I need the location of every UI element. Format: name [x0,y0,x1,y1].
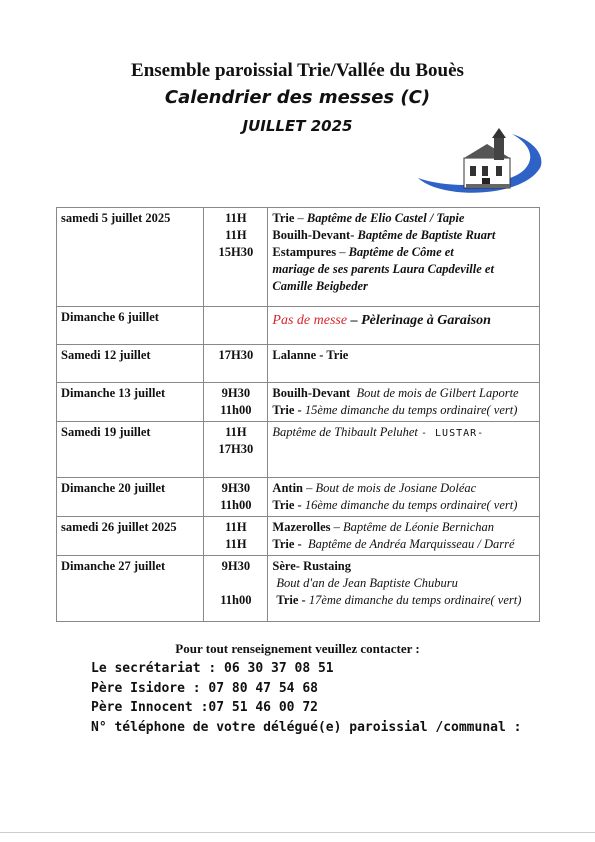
description-line [272,244,535,261]
time-cell [204,478,268,517]
page-bottom-divider [0,832,595,833]
event-detail: Baptême de Léonie Bernichan [343,520,494,534]
contact-pere-innocent: Père Innocent :07 51 46 00 72 [91,700,318,715]
description-cell [268,556,540,622]
contact-delegate: N° téléphone de votre délégué(e) paroissial /communal : [91,719,522,735]
event-detail: Baptême de Côme et [348,245,454,259]
time-value: 17H30 [218,348,254,362]
time-cell [204,345,268,383]
description-line [272,480,535,497]
mass-calendar-table [56,207,540,622]
event-detail: 15ème dimanche du temps ordinaire( vert) [304,403,518,417]
place-name: Mazerolles [272,520,331,534]
description-line [272,558,535,575]
date-cell: samedi 5 juillet 2025 [57,208,204,307]
date-cell: samedi 26 juillet 2025 [57,517,204,556]
description-line [272,575,535,592]
church-icon [412,128,547,198]
date-cell: Dimanche 27 juillet [57,556,204,622]
month-title: JUILLET 2025 [242,117,353,135]
separator: - [298,593,309,607]
time-value: 11h00 [220,498,252,512]
date-cell: Samedi 12 juillet [57,345,204,383]
time-value: 11H [225,228,247,242]
date-cell: Dimanche 20 juillet [57,478,204,517]
table-row [57,208,540,307]
date-cell: Dimanche 13 juillet [57,383,204,422]
handwritten-note: - LUSTAR- [421,428,485,439]
date-cell: Dimanche 6 juillet [57,307,204,345]
description-line [272,210,535,227]
place-name: Trie [276,593,299,607]
time-value: 11H [225,537,247,551]
description-cell [268,478,540,517]
time-value: 11H [225,520,247,534]
description-cell [268,517,540,556]
event-detail: Baptême de Baptiste Ruart [357,228,496,242]
table-row [57,345,540,383]
description-cell [268,422,540,478]
page-subtitle: Calendrier des messes (C) [164,87,431,108]
place-name: Lalanne - Trie [272,348,349,362]
event-detail: 17ème dimanche du temps ordinaire( vert) [308,593,522,607]
place-name: Estampures [272,245,337,259]
contact-pere-isidore: Père Isidore : 07 80 47 54 68 [91,680,318,696]
time-value: 9H30 [221,559,251,573]
time-cell [204,307,268,345]
description-cell [268,307,540,345]
time-value: 17H30 [218,442,254,456]
description-line [272,227,535,244]
page-title: Ensemble paroissial Trie/Vallée du Bouès [131,60,464,81]
separator: – [347,313,362,328]
event-detail: Bout d'an de Jean Baptiste Chuburu [276,576,458,590]
time-cell [204,383,268,422]
time-value: 11h00 [220,403,252,417]
table-row [57,517,540,556]
separator: - [294,498,305,512]
separator: - [294,403,305,417]
description-cell [268,383,540,422]
no-mass-label: Pas de messe [272,313,348,328]
event-detail: Baptême de Andréa Marquisseau / Darré [307,537,515,551]
place-name: Trie [272,498,295,512]
table-row [57,556,540,622]
description-cell [268,208,540,307]
date-cell: Samedi 19 juillet [57,422,204,478]
description-line [272,278,535,295]
contact-secretariat: Le secrétariat : 06 30 37 08 51 [91,661,334,676]
separator: – [294,211,307,225]
separator: – [303,481,316,495]
time-cell [204,422,268,478]
event-detail: Bout de mois de Josiane Doléac [315,481,477,495]
place-name: Sère- Rustaing [272,559,352,573]
time-cell [204,556,268,622]
place-name: Trie [272,211,295,225]
time-cell [204,208,268,307]
description-line [272,592,535,609]
description-line [272,385,535,402]
description-cell [268,345,540,383]
description-line [272,519,535,536]
event-detail: Camille Beigbeder [272,279,368,293]
place-name: Trie [272,537,295,551]
time-value: 11H [225,211,247,225]
place-name: Bouilh-Devant [272,386,351,400]
time-value: 15H30 [218,245,254,259]
contact-list [91,659,521,737]
event-detail: mariage de ses parents Laura Capdeville et [272,262,494,276]
place-name: Bouilh-Devant- [272,228,355,242]
time-value: 11h00 [220,593,252,607]
place-name: Trie [272,403,295,417]
place-name: Antin [272,481,303,495]
event-detail: Bout de mois de Gilbert Laporte [356,386,519,400]
table-row [57,383,540,422]
separator: – [330,520,343,534]
time-value: 11H [225,425,247,439]
table-row [57,307,540,345]
description-line [272,402,535,419]
separator: – [336,245,349,259]
time-cell [204,517,268,556]
description-line [272,497,535,514]
separator: - [294,537,308,551]
time-value: 9H30 [221,386,251,400]
event-detail: Baptême de Thibault Peluhet [272,425,418,439]
table-row [57,478,540,517]
description-line [272,536,535,553]
event-detail: 16ème dimanche du temps ordinaire( vert) [304,498,518,512]
description-line [272,261,535,278]
time-value: 9H30 [221,481,251,495]
event-detail: Baptême de Elio Castel / Tapie [306,211,465,225]
event-detail: Pèlerinage à Garaison [361,313,491,328]
table-row [57,422,540,478]
contact-heading: Pour tout renseignement veuillez contacter : [175,641,420,656]
